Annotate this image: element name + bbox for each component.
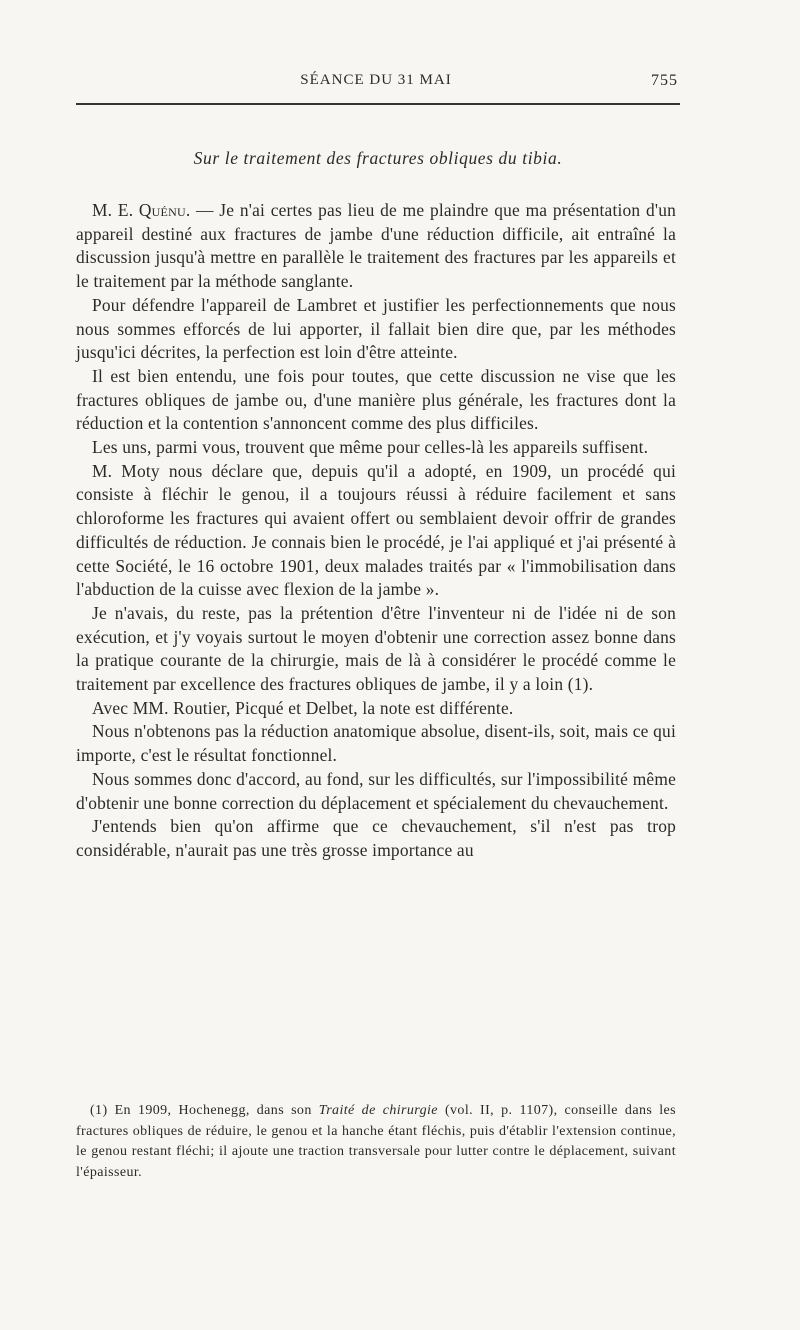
footnote-work-title: Traité de chirurgie	[318, 1103, 438, 1118]
page-number: 755	[651, 72, 678, 89]
paragraph-1	[76, 199, 676, 294]
section-title: Sur le traitement des fractures obliques du tibia.	[193, 148, 563, 168]
footnote-lead: (1) En 1909, Hochenegg, dans son	[90, 1103, 319, 1118]
paragraph-6: Je n'avais, du reste, pas la prétention d'être l'inventeur ni de l'idée ni de son exécution, et j'y voyais surtout le moyen d'obtenir une correction assez bonne dans la pratique courante de la chirurgie, mais de là à considérer le procédé comme le traitement par excellence des fractures obliques de jambe, il y a loin (1).	[76, 602, 676, 695]
paragraph-5: M. Moty nous déclare que, depuis qu'il a adopté, en 1909, un procédé qui consiste à fléchir le genou, il a toujours réussi à réduire facilement et sans chloroforme les fractures qui avaient offert ou semblaient devoir offrir de grandes difficultés de réduction. Je connais bien le procédé, je l'ai appliqué et j'ai présenté à cette Société, le 16 octobre 1901, deux malades traités par « l'immobilisation dans l'abduction de la cuisse avec flexion de la jambe ».	[76, 460, 676, 600]
paragraph-4: Les uns, parmi vous, trouvent que même pour celles-là les appareils suffisent.	[92, 437, 649, 458]
paragraph-10: J'entends bien qu'on affirme que ce chevauchement, s'il n'est pas trop considérable, n'aurait pas une très grosse importance au	[76, 816, 676, 860]
paragraph-8: Nous n'obtenons pas la réduction anatomique absolue, disent-ils, soit, mais ce qui importe, c'est le résultat fonctionnel.	[76, 721, 676, 766]
paragraph-3: Il est bien entendu, une fois pour toutes, que cette discussion ne vise que les fractures obliques de jambe ou, d'une manière plus générale, les fractures dont la réduction et la contention s'annoncent comme des plus difficiles.	[76, 365, 676, 434]
footnote-text: (vol. II, p. 1107), conseille dans les fractures obliques de réduire, le genou et la hanche étant fléchis, puis d'établir l'extension continue, le genou restant fléchi; il ajoute une traction transversale pour lutter contre le déplacement, suivant l'épaisseur.	[76, 1103, 676, 1180]
footnote-1	[76, 1101, 676, 1183]
paragraph-9: Nous sommes donc d'accord, au fond, sur les difficultés, sur l'impossibilité même d'obtenir une bonne correction du déplacement et spécialement du chevauchement.	[76, 768, 676, 813]
running-title: SÉANCE DU 31 MAI	[300, 72, 452, 88]
paragraph-7: Avec MM. Routier, Picqué et Delbet, la note est différente.	[92, 697, 514, 718]
paragraph-1-text: — Je n'ai certes pas lieu de me plaindre que ma présentation d'un appareil destiné aux fractures de jambe d'une réduction difficile, ait entraîné la discussion jusqu'à mettre en parallèle le traitement des fractures par les appareils et le traitement par la méthode sanglante.	[76, 200, 676, 292]
paragraph-2: Pour défendre l'appareil de Lambret et justifier les perfectionnements que nous nous sommes efforcés de lui apporter, il fallait bien dire que, par les méthodes jusqu'ici décrites, la perfection est loin d'être atteinte.	[76, 294, 676, 363]
running-head	[76, 72, 676, 94]
header-rule	[76, 103, 680, 105]
author-name: M. E. Quénu.	[92, 200, 191, 220]
body-text	[76, 199, 676, 863]
footnotes	[76, 1101, 676, 1183]
